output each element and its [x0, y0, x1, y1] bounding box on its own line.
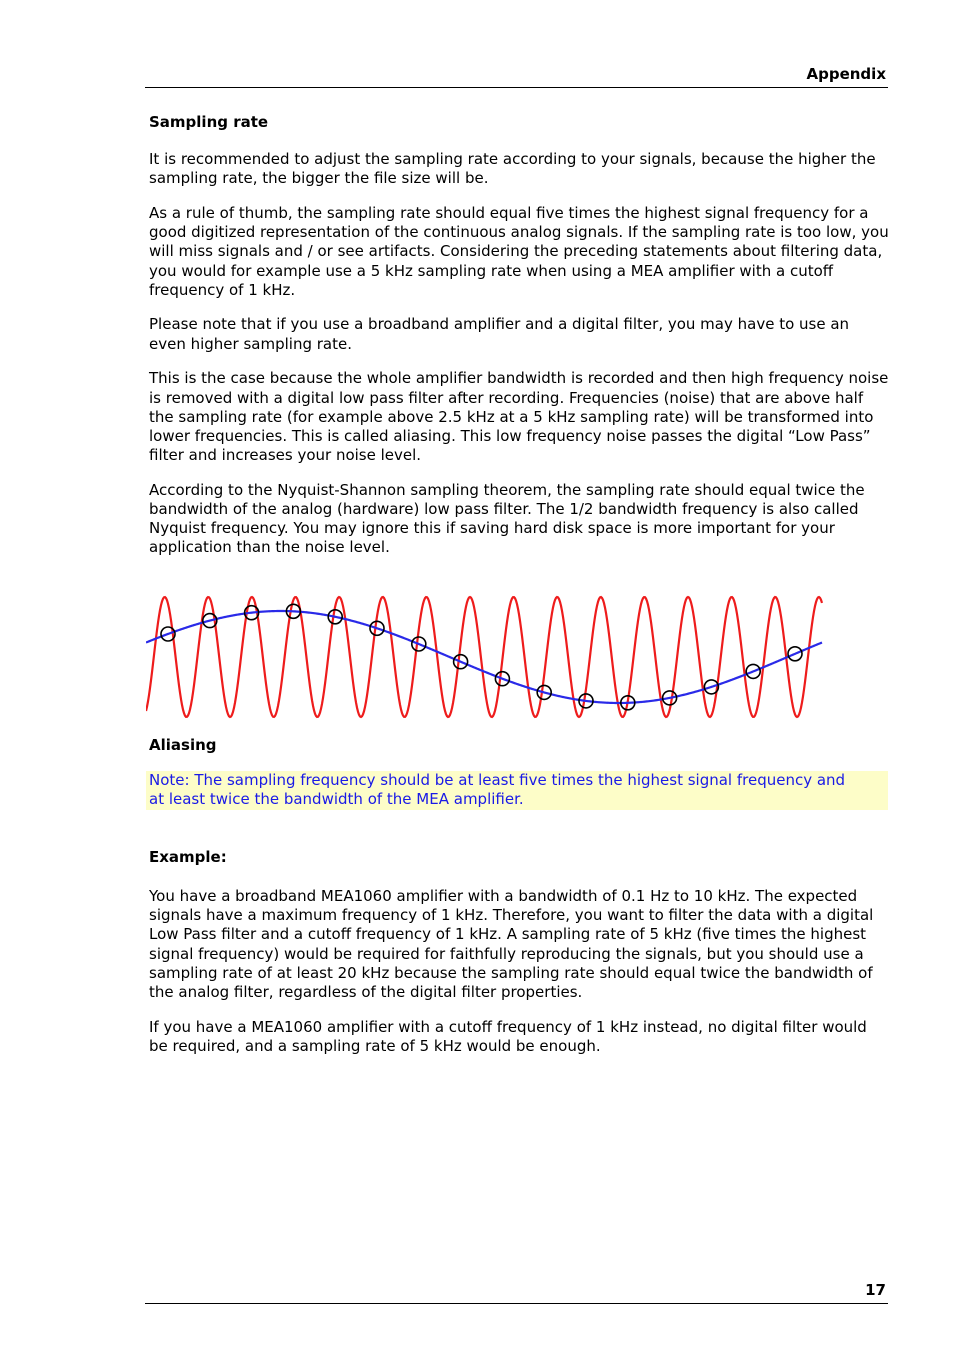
- paragraph: As a rule of thumb, the sampling rate should equal five times the highest signal frequency for a good digitized representation of the continuous analog signals. If the sampling rate is too low, you will miss signals and / or see artifacts. Considering the preceding statements about filtering data, you would for example use a 5 kHz sampling rate when using a MEA amplifier with a cutoff frequency of 1 kHz.: [149, 203, 889, 299]
- section-example: [149, 847, 889, 1072]
- note-line-1: Note: The sampling frequency should be at least five times the highest signal frequency and: [149, 771, 846, 789]
- header-rule: [145, 87, 888, 88]
- note-line-2: at least twice the bandwidth of the MEA amplifier.: [149, 790, 524, 809]
- paragraph: You have a broadband MEA1060 amplifier with a bandwidth of 0.1 Hz to 10 kHz. The expected signals have a maximum frequency of 1 kHz. Therefore, you want to filter the data with a digital Low Pass filter and a cutoff frequency of 1 kHz. A sampling rate of 5 kHz (five times the highest signal frequency) would be required for faithfully reproducing the signals, but you should use a sampling rate of at least 20 kHz because the sampling rate should equal twice the bandwidth of the analog filter, regardless of the digital filter properties.: [149, 887, 874, 1002]
- footer-rule: [145, 1303, 888, 1304]
- paragraph: It is recommended to adjust the sampling rate according to your signals, because the higher the sampling rate, the bigger the file size will be.: [149, 150, 876, 188]
- page-number: 17: [865, 1281, 886, 1299]
- running-header: Appendix: [806, 65, 886, 83]
- paragraph: This is the case because the whole amplifier bandwidth is recorded and then high frequency noise is removed with a digital low pass filter after recording. Frequencies (noise) that are above half the sampling rate (for example above 2.5 kHz at a 5 kHz sampling rate) will be transformed into lower frequencies. This is called aliasing. This low frequency noise passes the digital “Low Pass” filter and increases your noise level.: [149, 369, 889, 465]
- section-title: Sampling rate: [149, 113, 269, 131]
- figure-caption: Aliasing: [149, 736, 217, 754]
- paragraph: Please note that if you use a broadband amplifier and a digital filter, you may have to use an even higher sampling rate.: [149, 315, 850, 353]
- paragraph: If you have a MEA1060 amplifier with a cutoff frequency of 1 kHz instead, no digital filter would be required, and a sampling rate of 5 kHz would be enough.: [149, 1017, 867, 1055]
- aliasing-figure: [146, 585, 826, 730]
- note-box: [146, 771, 888, 810]
- example-title: Example:: [149, 848, 227, 866]
- high-frequency-signal: [146, 597, 822, 717]
- section-sampling-rate: [149, 112, 889, 573]
- paragraph: According to the Nyquist-Shannon sampling theorem, the sampling rate should equal twice the bandwidth of the analog (hardware) low pass filter. The 1/2 bandwidth frequency is also called Nyquist frequency. You may ignore this if saving hard disk space is more important for your application than the noise level.: [149, 480, 865, 557]
